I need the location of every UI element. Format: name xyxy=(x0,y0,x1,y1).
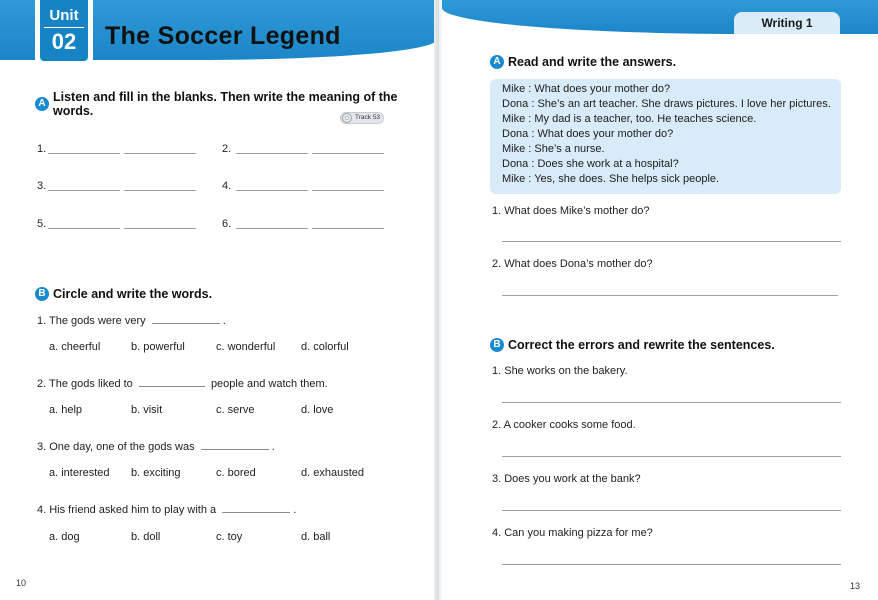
question-4 xyxy=(37,504,296,516)
dialog-line: Dona : What does your mother do? xyxy=(502,128,674,140)
answer-blank[interactable] xyxy=(201,449,269,450)
dialog-line: Mike : Yes, she does. She helps sick people. xyxy=(502,173,720,185)
section-a-badge: A xyxy=(35,97,49,111)
blank-item-number: 5. xyxy=(37,218,47,230)
section-a-badge: A xyxy=(490,55,504,69)
blank-item-number: 2. xyxy=(222,143,232,155)
question-text: 1. The gods were very xyxy=(37,315,146,327)
dialog-line: Mike : She’s a nurse. xyxy=(502,143,605,155)
question-text: 3. One day, one of the gods was xyxy=(37,441,195,453)
question-1: 1. She works on the bakery. xyxy=(492,365,628,377)
question-text-end: . xyxy=(222,315,226,327)
left-header xyxy=(0,0,436,66)
dialog-line: Mike : My dad is a teacher, too. He teaches science. xyxy=(502,113,757,125)
question-2: 2. A cooker cooks some food. xyxy=(492,419,636,431)
question-text-end: . xyxy=(293,504,297,516)
option[interactable]: b. exciting xyxy=(131,467,181,479)
section-b-heading-text: Circle and write the words. xyxy=(53,287,213,301)
left-page xyxy=(0,0,436,600)
word-blank[interactable] xyxy=(236,228,308,229)
question-text: 2. The gods liked to xyxy=(37,378,133,390)
question-1 xyxy=(37,315,226,327)
question-4: 4. Can you making pizza for me? xyxy=(492,527,653,539)
option[interactable]: c. toy xyxy=(216,531,243,543)
answer-blank[interactable] xyxy=(152,323,220,324)
section-b-heading xyxy=(35,287,212,301)
section-a-heading-text: Read and write the answers. xyxy=(508,55,677,69)
option[interactable]: b. doll xyxy=(131,531,161,543)
page-number: 10 xyxy=(16,578,27,588)
dialog-box xyxy=(490,79,841,194)
section-a-heading-text: Listen and fill in the blanks. Then write the meaning of the words. xyxy=(53,90,398,118)
answer-line[interactable] xyxy=(502,564,841,565)
section-b-heading-text: Correct the errors and rewrite the sentences. xyxy=(508,338,775,352)
unit-word: Unit xyxy=(49,7,79,24)
section-a-heading xyxy=(490,55,676,69)
word-blank[interactable] xyxy=(236,190,308,191)
right-header xyxy=(442,0,878,34)
question-text: 4. His friend asked him to play with a xyxy=(37,504,217,516)
unit-badge xyxy=(40,0,88,61)
answer-line[interactable] xyxy=(502,456,841,457)
word-blank[interactable] xyxy=(48,153,120,154)
blank-item-number: 6. xyxy=(222,218,232,230)
blank-item-number: 3. xyxy=(37,180,47,192)
section-b-heading xyxy=(490,338,775,352)
meaning-blank[interactable] xyxy=(312,153,384,154)
question-text-end: people and watch them. xyxy=(210,378,328,390)
option[interactable]: c. bored xyxy=(216,467,256,479)
meaning-blank[interactable] xyxy=(312,190,384,191)
answer-blank[interactable] xyxy=(139,386,205,387)
option[interactable]: c. wonderful xyxy=(216,341,276,353)
lesson-title: The Soccer Legend xyxy=(105,22,341,50)
question-1: 1. What does Mike’s mother do? xyxy=(492,205,650,217)
question-2: 2. What does Dona’s mother do? xyxy=(492,258,653,270)
section-b-badge: B xyxy=(490,338,504,352)
tab-writing-1: Writing 1 xyxy=(734,12,840,34)
page-number: 13 xyxy=(850,581,861,591)
option[interactable]: d. colorful xyxy=(301,341,349,353)
cd-icon xyxy=(342,113,352,123)
answer-line[interactable] xyxy=(502,295,838,296)
option[interactable]: a. cheerful xyxy=(49,341,101,353)
dialog-line: Dona : She’s an art teacher. She draws pictures. I love her pictures. xyxy=(502,98,831,110)
answer-line[interactable] xyxy=(502,510,841,511)
answer-blank[interactable] xyxy=(222,512,290,513)
word-blank[interactable] xyxy=(48,190,120,191)
meaning-blank[interactable] xyxy=(312,228,384,229)
answer-line[interactable] xyxy=(502,402,841,403)
word-blank[interactable] xyxy=(48,228,120,229)
question-2 xyxy=(37,378,328,390)
option[interactable]: a. interested xyxy=(49,467,110,479)
audio-track-button[interactable] xyxy=(340,112,384,124)
meaning-blank[interactable] xyxy=(124,228,196,229)
section-b-badge: B xyxy=(35,287,49,301)
dialog-line: Mike : What does your mother do? xyxy=(502,83,671,95)
question-3 xyxy=(37,441,275,453)
unit-number: 02 xyxy=(44,27,84,54)
question-text-end: . xyxy=(271,441,275,453)
track-label: Track 53 xyxy=(355,114,381,121)
option[interactable]: a. dog xyxy=(49,531,80,543)
blank-item-number: 4. xyxy=(222,180,232,192)
meaning-blank[interactable] xyxy=(124,190,196,191)
question-3: 3. Does you work at the bank? xyxy=(492,473,641,485)
option[interactable]: b. powerful xyxy=(131,341,185,353)
answer-line[interactable] xyxy=(502,241,841,242)
option[interactable]: d. ball xyxy=(301,531,331,543)
option[interactable]: d. exhausted xyxy=(301,467,364,479)
option[interactable]: d. love xyxy=(301,404,334,416)
right-page xyxy=(442,0,878,600)
option[interactable]: c. serve xyxy=(216,404,255,416)
meaning-blank[interactable] xyxy=(124,153,196,154)
word-blank[interactable] xyxy=(236,153,308,154)
option[interactable]: b. visit xyxy=(131,404,163,416)
blank-item-number: 1. xyxy=(37,143,47,155)
option[interactable]: a. help xyxy=(49,404,83,416)
dialog-line: Dona : Does she work at a hospital? xyxy=(502,158,679,170)
